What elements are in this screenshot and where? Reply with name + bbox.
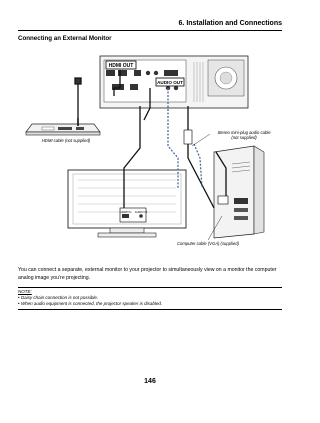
external-monitor — [68, 170, 186, 237]
note-bottom-rule — [18, 309, 282, 310]
page-number: 146 — [144, 378, 156, 385]
stereo-cable-label: Stereo mini-plug audio cable — [217, 130, 271, 135]
audio-out-callout — [156, 78, 184, 86]
audio-out-label: AUDIO OUT — [157, 80, 183, 85]
monitor-hdmi-in-label: HDMI IN — [120, 210, 132, 214]
hdmi-out-label: HDMI OUT — [108, 63, 134, 69]
stereo-cable-note: (not supplied) — [231, 135, 257, 140]
connection-diagram — [18, 48, 282, 248]
note-item: • When audio equipment is connected, the projector speaker is disabled. — [18, 301, 282, 307]
monitor-audio-in-label: AUDIO IN — [134, 210, 148, 214]
stereo-leader-line — [192, 134, 210, 146]
hdmi-out-callout — [106, 61, 136, 69]
chapter-header-title: 6. Installation and Connections — [178, 20, 282, 27]
note-block — [18, 289, 282, 307]
laptop — [26, 124, 100, 135]
section-title: Connecting an External Monitor — [18, 35, 112, 42]
header-rule — [18, 30, 282, 31]
note-heading: NOTE: — [18, 289, 32, 294]
vga-cable-label: Computer cable (VGA) (supplied) — [177, 241, 239, 246]
body-paragraph: You can connect a separate, external monitor to your projector to simultaneously view on a monitor the computer analog image you’re projecting. — [18, 267, 277, 281]
note-top-rule — [18, 287, 282, 288]
note-item: • Daisy chain connection is not possible. — [18, 295, 282, 301]
hdmi-cable-label: HDMI cable (not supplied) — [41, 138, 91, 143]
